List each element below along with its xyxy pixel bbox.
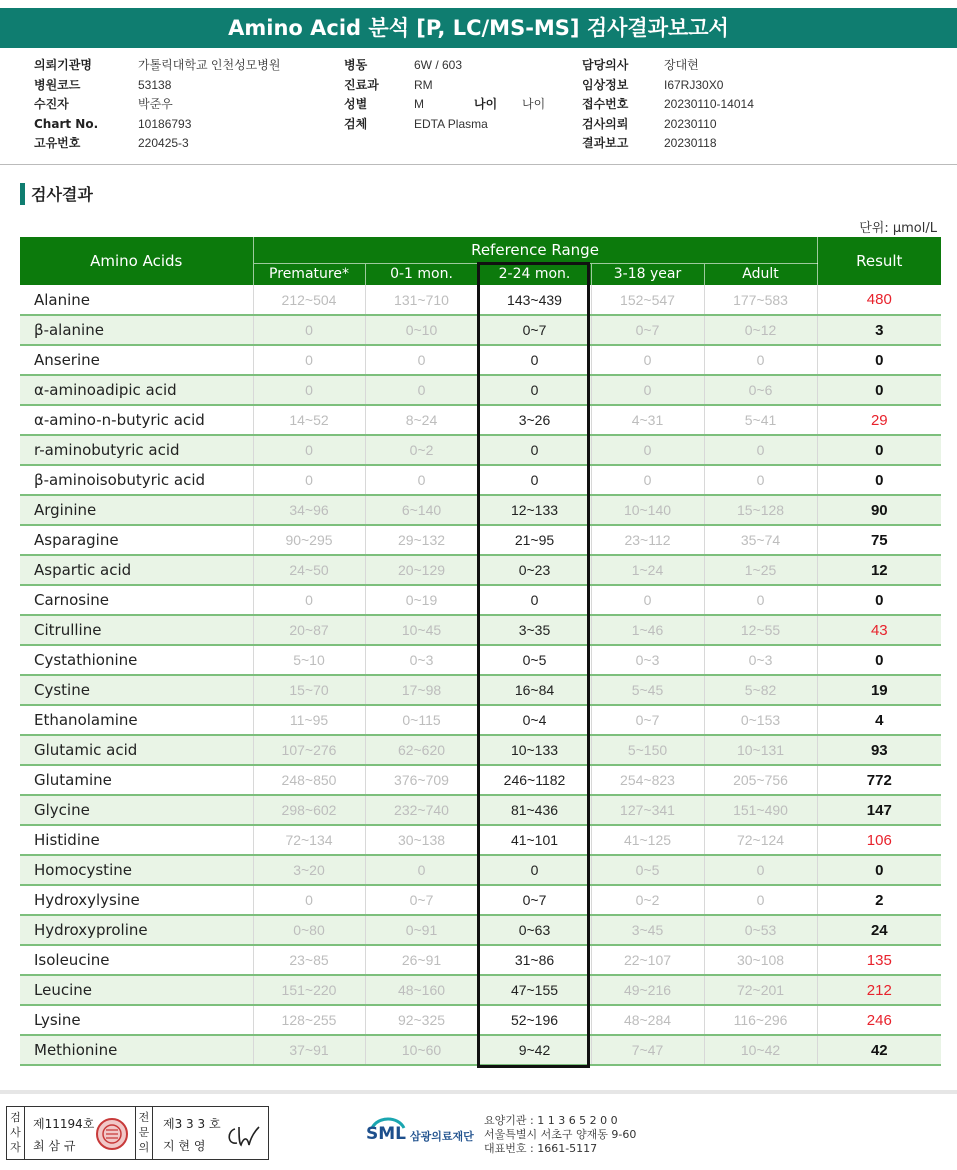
result-value: 3 <box>817 315 941 345</box>
reference-range-cell: 0 <box>591 465 704 495</box>
table-row <box>20 1035 941 1065</box>
specialist-vertical-label: 전문의 <box>135 1107 153 1159</box>
reference-range-cell: 0~53 <box>704 915 817 945</box>
unit-label: 단위: μmol/L <box>859 221 937 236</box>
inspector-license-no: 제11194호 <box>33 1117 95 1131</box>
info-label: 병동 <box>344 58 368 72</box>
reference-range-cell: 0 <box>591 375 704 405</box>
reference-range-cell: 0 <box>478 435 591 465</box>
table-row <box>20 555 941 585</box>
table-row <box>20 735 941 765</box>
reference-range-cell: 0~80 <box>253 915 365 945</box>
reference-range-cell: 14~52 <box>253 405 365 435</box>
table-row <box>20 645 941 675</box>
reference-range-cell: 30~138 <box>365 825 478 855</box>
reference-range-cell: 52~196 <box>478 1005 591 1035</box>
reference-range-cell: 35~74 <box>704 525 817 555</box>
table-row <box>20 825 941 855</box>
reference-range-cell: 131~710 <box>365 285 478 315</box>
info-row <box>34 56 281 76</box>
info-label: 접수번호 <box>582 97 629 111</box>
reference-range-cell: 3~35 <box>478 615 591 645</box>
info-value: 10186793 <box>138 116 192 131</box>
info-label: 고유번호 <box>34 136 81 150</box>
reference-range-cell: 0~3 <box>591 645 704 675</box>
report-title: Amino Acid 분석 [P, LC/MS-MS] 검사결과보고서 <box>0 8 957 48</box>
reference-range-cell: 72~124 <box>704 825 817 855</box>
signature-icon <box>225 1121 265 1151</box>
info-value: 6W / 603 <box>414 58 463 72</box>
reference-range-cell: 62~620 <box>365 735 478 765</box>
reference-range-cell: 0~2 <box>591 885 704 915</box>
reference-range-cell: 1~24 <box>591 555 704 585</box>
info-row <box>34 115 192 135</box>
result-value: 43 <box>817 615 941 645</box>
reference-range-cell: 9~42 <box>478 1035 591 1065</box>
amino-acid-name: Histidine <box>20 825 253 855</box>
amino-acid-name: Isoleucine <box>20 945 253 975</box>
reference-range-cell: 41~125 <box>591 825 704 855</box>
result-value: 0 <box>817 645 941 675</box>
reference-range-cell: 0~153 <box>704 705 817 735</box>
section-heading <box>20 182 93 205</box>
reference-range-cell: 0 <box>253 585 365 615</box>
info-value: 장대현 <box>664 58 699 72</box>
reference-range-cell: 23~112 <box>591 525 704 555</box>
reference-range-cell: 128~255 <box>253 1005 365 1035</box>
table-row <box>20 585 941 615</box>
amino-acid-name: Methionine <box>20 1035 253 1065</box>
reference-range-cell: 0 <box>591 585 704 615</box>
reference-range-cell: 0~3 <box>365 645 478 675</box>
reference-range-cell: 5~10 <box>253 645 365 675</box>
reference-range-cell: 81~436 <box>478 795 591 825</box>
reference-range-cell: 0~7 <box>478 315 591 345</box>
info-label: 수진자 <box>34 97 69 111</box>
result-value: 0 <box>817 585 941 615</box>
reference-range-cell: 107~276 <box>253 735 365 765</box>
table-row <box>20 435 941 465</box>
reference-range-cell: 6~140 <box>365 495 478 525</box>
info-row <box>582 134 717 154</box>
reference-range-cell: 0~5 <box>591 855 704 885</box>
info-label: 진료과 <box>344 77 379 92</box>
reference-range-cell: 90~295 <box>253 525 365 555</box>
reference-range-cell: 0~91 <box>365 915 478 945</box>
table-row <box>20 705 941 735</box>
reference-range-cell: 0 <box>253 315 365 345</box>
result-value: 246 <box>817 1005 941 1035</box>
result-value: 0 <box>817 855 941 885</box>
reference-range-cell: 127~341 <box>591 795 704 825</box>
reference-range-cell: 0~19 <box>365 585 478 615</box>
reference-range-cell: 0~115 <box>365 705 478 735</box>
inspector-vertical-label: 검사자 <box>7 1107 25 1159</box>
reference-range-cell: 376~709 <box>365 765 478 795</box>
info-label: 담당의사 <box>582 58 629 72</box>
result-value: 772 <box>817 765 941 795</box>
reference-range-cell: 177~583 <box>704 285 817 315</box>
section-title-text: 검사결과 <box>31 185 93 204</box>
result-value: 0 <box>817 435 941 465</box>
reference-range-cell: 0~7 <box>591 315 704 345</box>
info-column-3 <box>582 56 754 154</box>
result-value: 29 <box>817 405 941 435</box>
reference-range-cell: 10~131 <box>704 735 817 765</box>
results-table-wrapper <box>20 237 941 1066</box>
amino-acid-name: Hydroxylysine <box>20 885 253 915</box>
results-table <box>20 237 941 1066</box>
reference-range-cell: 205~756 <box>704 765 817 795</box>
seal-stamp-icon <box>95 1117 129 1151</box>
reference-range-cell: 246~1182 <box>478 765 591 795</box>
reference-range-cell: 10~60 <box>365 1035 478 1065</box>
info-label: 임상정보 <box>582 77 629 92</box>
reference-range-cell: 12~55 <box>704 615 817 645</box>
info-label: 성별 <box>344 97 368 111</box>
result-value: 4 <box>817 705 941 735</box>
reference-range-cell: 10~140 <box>591 495 704 525</box>
age-value: 나이 <box>522 97 546 111</box>
logo-text: SML <box>366 1124 406 1144</box>
header-adult: Adult <box>704 263 817 285</box>
amino-acid-name: Hydroxyproline <box>20 915 253 945</box>
reference-range-cell: 5~150 <box>591 735 704 765</box>
info-row <box>582 76 724 96</box>
reference-range-cell: 72~134 <box>253 825 365 855</box>
specialist-name: 지 현 영 <box>163 1139 206 1153</box>
reference-range-cell: 1~46 <box>591 615 704 645</box>
reference-range-cell: 0~4 <box>478 705 591 735</box>
reference-range-cell: 0~6 <box>704 375 817 405</box>
reference-range-cell: 0 <box>365 465 478 495</box>
info-value: EDTA Plasma <box>414 116 488 131</box>
reference-range-cell: 47~155 <box>478 975 591 1005</box>
table-row <box>20 285 941 315</box>
amino-acid-name: β-aminoisobutyric acid <box>20 465 253 495</box>
table-row <box>20 885 941 915</box>
table-row <box>20 495 941 525</box>
reference-range-cell: 116~296 <box>704 1005 817 1035</box>
amino-acid-name: r-aminobutyric acid <box>20 435 253 465</box>
amino-acid-name: β-alanine <box>20 315 253 345</box>
info-value: M <box>414 97 424 111</box>
amino-acid-name: Glutamine <box>20 765 253 795</box>
age-label: 나이 <box>474 97 498 111</box>
reference-range-cell: 0 <box>704 855 817 885</box>
reference-range-cell: 0 <box>478 465 591 495</box>
reference-range-cell: 8~24 <box>365 405 478 435</box>
result-value: 75 <box>817 525 941 555</box>
amino-acid-name: Leucine <box>20 975 253 1005</box>
table-row <box>20 855 941 885</box>
reference-range-cell: 10~45 <box>365 615 478 645</box>
reference-range-cell: 92~325 <box>365 1005 478 1035</box>
reference-range-cell: 0~63 <box>478 915 591 945</box>
reference-range-cell: 23~85 <box>253 945 365 975</box>
amino-acid-name: Asparagine <box>20 525 253 555</box>
footer-line: 서울특별시 서초구 양재동 9-60 <box>484 1128 637 1141</box>
result-value: 93 <box>817 735 941 765</box>
header-amino-acids: Amino Acids <box>20 237 253 285</box>
reference-range-cell: 1~25 <box>704 555 817 585</box>
reference-range-cell: 24~50 <box>253 555 365 585</box>
reference-range-cell: 0 <box>253 885 365 915</box>
reference-range-cell: 26~91 <box>365 945 478 975</box>
result-value: 90 <box>817 495 941 525</box>
reference-range-cell: 0 <box>478 585 591 615</box>
reference-range-cell: 0 <box>478 855 591 885</box>
amino-acid-name: Anserine <box>20 345 253 375</box>
reference-range-cell: 0 <box>253 435 365 465</box>
reference-range-cell: 0 <box>704 435 817 465</box>
amino-acid-name: Cystathionine <box>20 645 253 675</box>
reference-range-cell: 15~128 <box>704 495 817 525</box>
reference-range-cell: 30~108 <box>704 945 817 975</box>
signature-box <box>6 1106 269 1160</box>
info-label: 검체 <box>344 116 368 131</box>
info-value: I67RJ30X0 <box>664 77 724 92</box>
reference-range-cell: 12~133 <box>478 495 591 525</box>
reference-range-cell: 34~96 <box>253 495 365 525</box>
header-premature: Premature* <box>253 263 365 285</box>
reference-range-cell: 15~70 <box>253 675 365 705</box>
amino-acid-name: Citrulline <box>20 615 253 645</box>
amino-acid-name: Ethanolamine <box>20 705 253 735</box>
reference-range-cell: 5~45 <box>591 675 704 705</box>
reference-range-cell: 41~101 <box>478 825 591 855</box>
reference-range-cell: 254~823 <box>591 765 704 795</box>
info-row <box>344 56 463 76</box>
info-label: 결과보고 <box>582 136 629 150</box>
reference-range-cell: 16~84 <box>478 675 591 705</box>
reference-range-cell: 4~31 <box>591 405 704 435</box>
reference-range-cell: 0~7 <box>365 885 478 915</box>
reference-range-cell: 0~2 <box>365 435 478 465</box>
reference-range-cell: 22~107 <box>591 945 704 975</box>
reference-range-cell: 0~5 <box>478 645 591 675</box>
reference-range-cell: 10~42 <box>704 1035 817 1065</box>
info-row <box>344 76 433 96</box>
info-value: 53138 <box>138 77 172 92</box>
result-value: 106 <box>817 825 941 855</box>
reference-range-cell: 0~3 <box>704 645 817 675</box>
info-column-2 <box>344 56 546 134</box>
reference-range-cell: 0 <box>253 465 365 495</box>
table-row <box>20 465 941 495</box>
reference-range-cell: 0 <box>478 345 591 375</box>
info-row <box>344 115 488 135</box>
amino-acid-name: Homocystine <box>20 855 253 885</box>
amino-acid-name: Glycine <box>20 795 253 825</box>
reference-range-cell: 0 <box>478 375 591 405</box>
specialist-license-no: 제3 3 3 호 <box>163 1117 221 1131</box>
result-value: 135 <box>817 945 941 975</box>
reference-range-cell: 0 <box>591 345 704 375</box>
reference-range-cell: 17~98 <box>365 675 478 705</box>
result-value: 12 <box>817 555 941 585</box>
reference-range-cell: 5~82 <box>704 675 817 705</box>
reference-range-cell: 31~86 <box>478 945 591 975</box>
logo-org-name: 삼광의료재단 <box>410 1130 474 1143</box>
reference-range-cell: 212~504 <box>253 285 365 315</box>
info-value: 가톨릭대학교 인천성모병원 <box>138 58 281 72</box>
amino-acid-name: Cystine <box>20 675 253 705</box>
reference-range-cell: 0~10 <box>365 315 478 345</box>
reference-range-cell: 7~47 <box>591 1035 704 1065</box>
reference-range-cell: 0 <box>704 585 817 615</box>
header-2-24-mon: 2-24 mon. <box>478 263 591 285</box>
table-row <box>20 1005 941 1035</box>
result-value: 24 <box>817 915 941 945</box>
reference-range-cell: 48~160 <box>365 975 478 1005</box>
info-label: 의뢰기관명 <box>34 58 92 72</box>
amino-acid-name: Carnosine <box>20 585 253 615</box>
result-value: 19 <box>817 675 941 705</box>
info-value: 20230110-14014 <box>664 97 754 111</box>
header-result: Result <box>817 237 941 285</box>
inspector-name: 최 삼 규 <box>33 1139 76 1153</box>
info-value: 20230118 <box>664 136 717 150</box>
reference-range-cell: 0~12 <box>704 315 817 345</box>
result-value: 42 <box>817 1035 941 1065</box>
reference-range-cell: 3~45 <box>591 915 704 945</box>
reference-range-cell: 49~216 <box>591 975 704 1005</box>
reference-range-cell: 248~850 <box>253 765 365 795</box>
info-label: Chart No. <box>34 116 99 131</box>
reference-range-cell: 0~7 <box>591 705 704 735</box>
reference-range-cell: 152~547 <box>591 285 704 315</box>
info-value: 20230110 <box>664 116 717 131</box>
info-label: 병원코드 <box>34 77 81 92</box>
amino-acid-name: Lysine <box>20 1005 253 1035</box>
reference-range-cell: 20~87 <box>253 615 365 645</box>
reference-range-cell: 11~95 <box>253 705 365 735</box>
table-row <box>20 765 941 795</box>
reference-range-cell: 20~129 <box>365 555 478 585</box>
result-value: 2 <box>817 885 941 915</box>
info-row <box>582 115 717 135</box>
table-row <box>20 375 941 405</box>
footer-line: 대표번호 : 1661-5117 <box>484 1142 598 1155</box>
reference-range-cell: 151~220 <box>253 975 365 1005</box>
header-0-1-mon: 0-1 mon. <box>365 263 478 285</box>
info-row <box>34 95 173 115</box>
info-label: 검사의뢰 <box>582 116 629 131</box>
header-3-18-year: 3-18 year <box>591 263 704 285</box>
reference-range-cell: 0 <box>704 345 817 375</box>
table-row <box>20 345 941 375</box>
reference-range-cell: 10~133 <box>478 735 591 765</box>
info-row <box>34 134 189 154</box>
header-reference-range: Reference Range <box>253 237 817 263</box>
table-row <box>20 405 941 435</box>
table-row <box>20 525 941 555</box>
reference-range-cell: 5~41 <box>704 405 817 435</box>
result-value: 212 <box>817 975 941 1005</box>
reference-range-cell: 0 <box>365 345 478 375</box>
info-row <box>34 76 172 96</box>
info-row <box>582 56 699 76</box>
section-marker <box>20 183 25 205</box>
reference-range-cell: 21~95 <box>478 525 591 555</box>
footer-divider <box>0 1090 957 1094</box>
amino-acid-name: Glutamic acid <box>20 735 253 765</box>
result-value: 0 <box>817 465 941 495</box>
reference-range-cell: 0 <box>365 855 478 885</box>
info-value: RM <box>414 77 433 92</box>
reference-range-cell: 29~132 <box>365 525 478 555</box>
reference-range-cell: 0 <box>704 885 817 915</box>
reference-range-cell: 143~439 <box>478 285 591 315</box>
result-value: 147 <box>817 795 941 825</box>
result-value: 0 <box>817 375 941 405</box>
reference-range-cell: 37~91 <box>253 1035 365 1065</box>
header-divider <box>0 164 957 165</box>
reference-range-cell: 3~20 <box>253 855 365 885</box>
table-row <box>20 945 941 975</box>
info-value: 220425-3 <box>138 136 189 150</box>
reference-range-cell: 151~490 <box>704 795 817 825</box>
table-row <box>20 795 941 825</box>
reference-range-cell: 0~7 <box>478 885 591 915</box>
reference-range-cell: 0 <box>591 435 704 465</box>
reference-range-cell: 3~26 <box>478 405 591 435</box>
info-value: 박준우 <box>138 97 173 111</box>
table-row <box>20 975 941 1005</box>
reference-range-cell: 0 <box>253 375 365 405</box>
reference-range-cell: 0~23 <box>478 555 591 585</box>
amino-acid-name: α-aminoadipic acid <box>20 375 253 405</box>
table-row <box>20 315 941 345</box>
footer-line: 요양기관 : 1 1 3 6 5 2 0 0 <box>484 1114 618 1127</box>
amino-acid-name: Alanine <box>20 285 253 315</box>
reference-range-cell: 48~284 <box>591 1005 704 1035</box>
reference-range-cell: 298~602 <box>253 795 365 825</box>
reference-range-cell: 0 <box>253 345 365 375</box>
amino-acid-name: Aspartic acid <box>20 555 253 585</box>
table-row <box>20 915 941 945</box>
footer-info <box>484 1114 636 1156</box>
reference-range-cell: 0 <box>365 375 478 405</box>
reference-range-cell: 72~201 <box>704 975 817 1005</box>
info-column-1 <box>34 56 281 154</box>
result-value: 0 <box>817 345 941 375</box>
reference-range-cell: 0 <box>704 465 817 495</box>
amino-acid-name: α-amino-n-butyric acid <box>20 405 253 435</box>
table-row <box>20 675 941 705</box>
info-row <box>344 95 546 115</box>
reference-range-cell: 232~740 <box>365 795 478 825</box>
table-row <box>20 615 941 645</box>
info-row <box>582 95 754 115</box>
amino-acid-name: Arginine <box>20 495 253 525</box>
result-value: 480 <box>817 285 941 315</box>
